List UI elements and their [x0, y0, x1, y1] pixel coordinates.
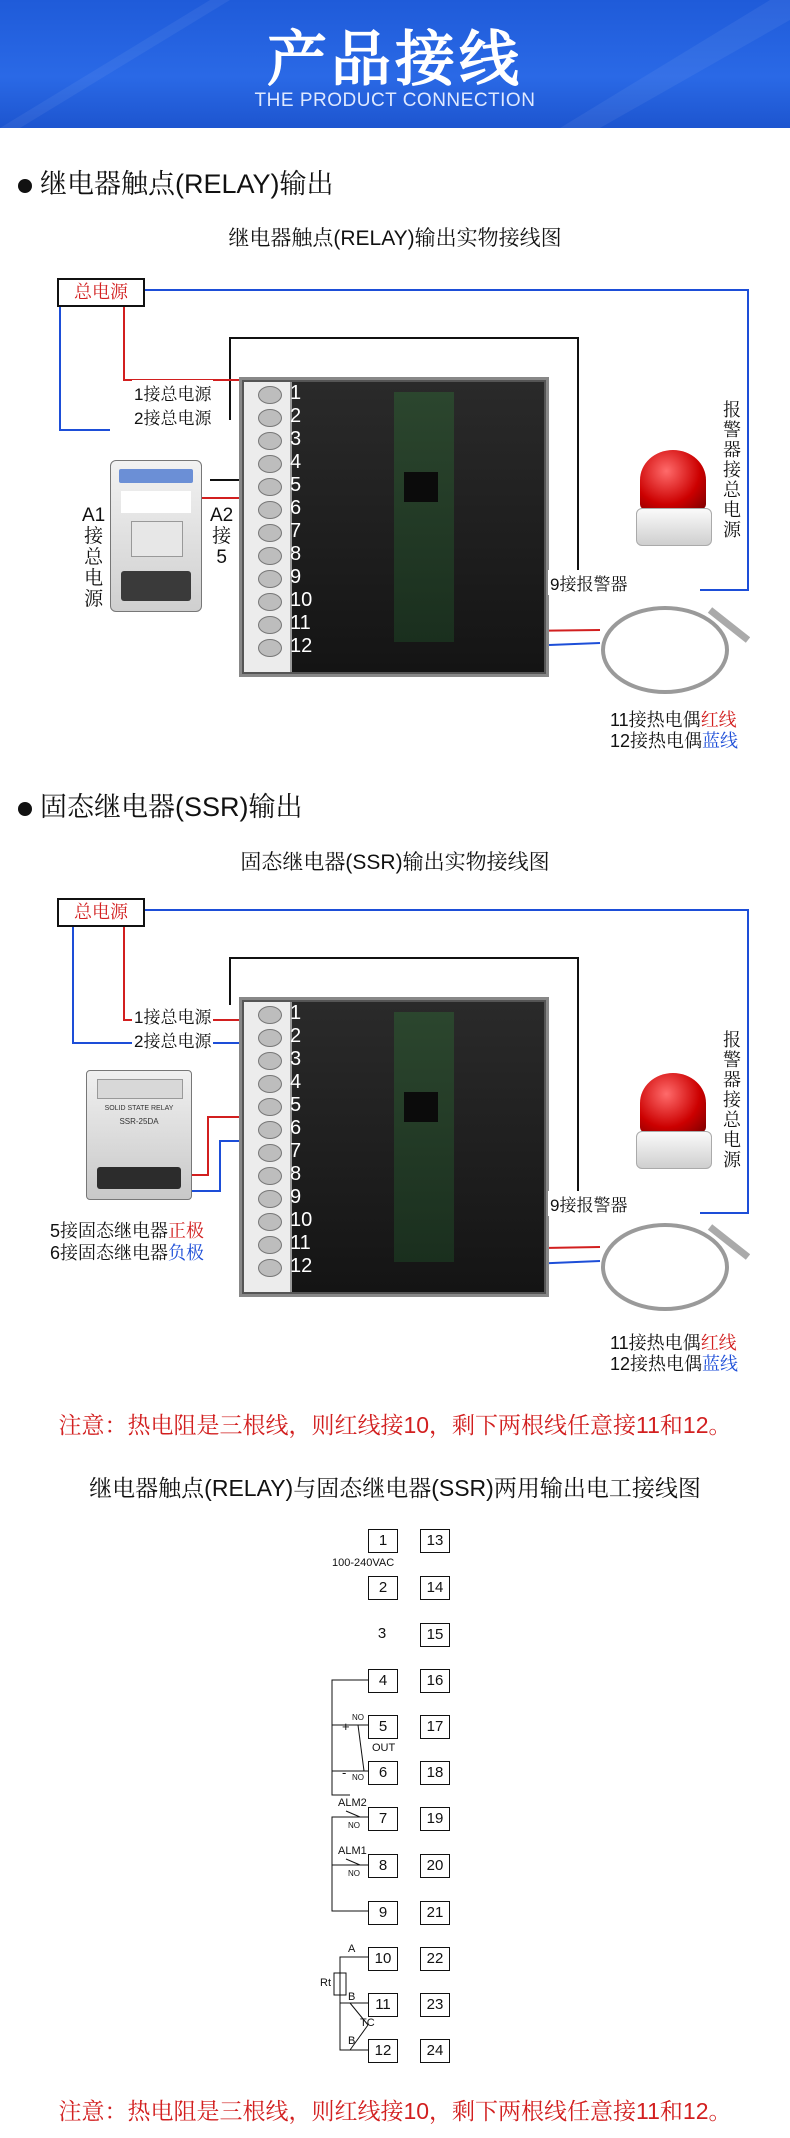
ssr-labels — [50, 1220, 204, 1264]
ssr-label-positive — [50, 1220, 204, 1242]
pin-6: 6 — [368, 1761, 398, 1785]
relay-label-strip — [119, 469, 193, 483]
terminal-screw — [258, 1006, 282, 1024]
section2-heading-text: 固态继电器(SSR)输出 — [40, 792, 303, 822]
power-source-label: 总电源 — [74, 282, 128, 302]
pin-16: 16 — [420, 1669, 450, 1693]
tc-label-red — [610, 1333, 738, 1354]
label-vertical-char: 电 — [723, 1130, 741, 1150]
tc-label-blue — [610, 1354, 738, 1375]
terminal-number: 4 — [290, 451, 302, 473]
header-banner — [0, 0, 790, 128]
pin-3: 3 — [368, 1623, 396, 1645]
page-subtitle: THE PRODUCT CONNECTION — [254, 90, 536, 111]
label-vertical-char: 接 — [723, 1090, 741, 1110]
tc-label-prefix: 11接热电偶 — [610, 710, 701, 730]
pin-9: 9 — [368, 1901, 398, 1925]
relay-terminals-bottom — [121, 571, 191, 601]
plus-sign: + — [342, 1719, 350, 1734]
pin-24: 24 — [420, 2039, 450, 2063]
pin-15: 15 — [420, 1623, 450, 1647]
pin-8: 8 — [368, 1854, 398, 1878]
label-vertical-char: 警 — [723, 1050, 741, 1070]
terminal-number: 11 — [290, 612, 311, 634]
pin-19: 19 — [420, 1807, 450, 1831]
label-vertical-char: 报 — [723, 400, 741, 420]
label-alarm-vertical — [722, 400, 742, 540]
terminal-screw — [258, 1259, 282, 1277]
terminal-screw — [258, 1075, 282, 1093]
label-a2-line: 5 — [216, 547, 227, 568]
relay-wiring-diagram — [0, 270, 790, 760]
tc-label: TC — [360, 2017, 375, 2029]
terminal-number: 2 — [290, 405, 302, 427]
terminal-screw — [258, 570, 282, 588]
ssr-label-prefix: 5接固态继电器 — [50, 1221, 169, 1241]
terminal-screw — [258, 593, 282, 611]
pin-4: 4 — [368, 1669, 398, 1693]
alarm-light-icon — [640, 450, 706, 510]
pin-21: 21 — [420, 1901, 450, 1925]
minus-sign: - — [342, 1765, 347, 1780]
ssr-caption: SOLID STATE RELAY — [104, 1105, 174, 1112]
terminal-screw — [258, 639, 282, 657]
terminal-screw — [258, 455, 282, 473]
thermocouple-labels — [610, 710, 738, 752]
out-label: OUT — [372, 1742, 396, 1754]
tc-label-blue — [610, 731, 738, 752]
pin-17: 17 — [420, 1715, 450, 1739]
alarm-light-base — [636, 508, 712, 546]
terminal-screw — [258, 1121, 282, 1139]
pin-13: 13 — [420, 1529, 450, 1553]
b-label: B — [348, 1991, 356, 2003]
terminal-screw — [258, 501, 282, 519]
warning-note-bottom: 注意：热电阻是三根线，则红线接10，剩下两根线任意接11和12。 — [58, 2098, 732, 2124]
terminal-screw — [258, 547, 282, 565]
label-a1-line: 总 — [84, 547, 104, 568]
terminal-screw — [258, 409, 282, 427]
terminal-number: 2 — [290, 1025, 302, 1047]
terminal-number: 3 — [290, 1048, 302, 1070]
bullet-icon — [18, 179, 32, 193]
label-terminal-2: 2接总电源 — [132, 404, 213, 429]
label-vertical-char: 器 — [723, 440, 741, 460]
controller-chip — [404, 1092, 438, 1122]
tc-label-red — [610, 710, 738, 731]
thermocouple-labels — [610, 1333, 738, 1375]
label-vertical-char: 总 — [723, 480, 741, 500]
terminal-screw — [258, 432, 282, 450]
pin-7: 7 — [368, 1807, 398, 1831]
section1-heading — [18, 162, 334, 201]
terminal-number: 8 — [290, 1163, 302, 1185]
solid-state-relay — [86, 1070, 192, 1200]
schematic-diagram — [320, 1525, 480, 2085]
label-a1-line: 接 — [84, 526, 104, 547]
controller-unit — [242, 1000, 546, 1294]
label-a2-line: 接 — [212, 526, 232, 547]
power-source-label: 总电源 — [74, 902, 128, 922]
ssr-top-terminals — [97, 1079, 183, 1099]
pin-12: 12 — [368, 2039, 398, 2063]
controller-pcb — [394, 1012, 454, 1262]
pin-23: 23 — [420, 1993, 450, 2017]
label-a1-line: A1 — [82, 505, 106, 526]
terminal-number: 7 — [290, 1140, 302, 1162]
label-alarm: 9接报警器 — [548, 570, 629, 595]
terminal-number: 12 — [290, 1255, 313, 1277]
pin-1: 1 — [368, 1529, 398, 1553]
label-terminal-1: 1接总电源 — [132, 1003, 213, 1028]
label-alarm-vertical — [722, 1030, 742, 1170]
tc-label-color: 蓝线 — [702, 1354, 739, 1374]
terminal-number: 5 — [290, 474, 302, 496]
contactor-relay — [110, 460, 202, 612]
alarm-light-base — [636, 1131, 712, 1169]
label-a1-line: 电 — [84, 568, 104, 589]
terminal-screw — [258, 1167, 282, 1185]
label-a2 — [210, 505, 233, 568]
no-label: NO — [348, 1869, 360, 1878]
relay-terminals-top — [121, 491, 191, 513]
terminal-number: 12 — [290, 635, 313, 657]
bullet-icon — [18, 802, 32, 816]
ssr-label-negative — [50, 1242, 204, 1264]
no-label: NO — [352, 1773, 364, 1782]
controller-pcb — [394, 392, 454, 642]
terminal-screw — [258, 1190, 282, 1208]
ssr-label-prefix: 6接固态继电器 — [50, 1243, 169, 1263]
no-label: NO — [348, 1821, 360, 1830]
warning-note: 注意：热电阻是三根线，则红线接10，剩下两根线任意接11和12。 — [58, 1412, 732, 1438]
no-label: NO — [352, 1713, 364, 1722]
label-terminal-1: 1接总电源 — [132, 380, 213, 405]
terminal-number: 9 — [290, 566, 302, 588]
label-a2-line: A2 — [210, 505, 234, 526]
section3-title: 继电器触点(RELAY)与固态继电器(SSR)两用输出电工接线图 — [89, 1475, 701, 1501]
pin-10: 10 — [368, 1947, 398, 1971]
tc-label-color: 红线 — [700, 1333, 737, 1353]
terminal-number: 7 — [290, 520, 302, 542]
tc-label-color: 蓝线 — [702, 731, 739, 751]
label-a1 — [82, 505, 105, 610]
ssr-model: SSR-25DA — [119, 1117, 159, 1126]
section1-heading-text: 继电器触点(RELAY)输出 — [40, 169, 334, 199]
terminal-screw — [258, 616, 282, 634]
a-label: A — [348, 1943, 356, 1955]
terminal-screw — [258, 1144, 282, 1162]
label-alarm: 9接报警器 — [548, 1191, 629, 1216]
label-vertical-char: 报 — [723, 1030, 741, 1050]
terminal-number: 8 — [290, 543, 302, 565]
pin-20: 20 — [420, 1854, 450, 1878]
tc-label-prefix: 12接热电偶 — [610, 1354, 703, 1374]
tc-label-prefix: 12接热电偶 — [610, 731, 703, 751]
alm2-label: ALM2 — [338, 1797, 367, 1809]
label-vertical-char: 器 — [723, 1070, 741, 1090]
terminal-number: 6 — [290, 497, 302, 519]
controller-chip — [404, 472, 438, 502]
pin-14: 14 — [420, 1576, 450, 1600]
label-vertical-char: 电 — [723, 500, 741, 520]
terminal-number: 1 — [290, 1002, 302, 1024]
terminal-number: 5 — [290, 1094, 302, 1116]
relay-window — [131, 521, 183, 557]
ssr-label-suffix: 负极 — [168, 1243, 205, 1263]
pin-22: 22 — [420, 1947, 450, 1971]
label-vertical-char: 源 — [723, 520, 741, 540]
pin-18: 18 — [420, 1761, 450, 1785]
b-label: B — [348, 2035, 356, 2047]
label-vertical-char: 源 — [723, 1150, 741, 1170]
terminal-screw — [258, 478, 282, 496]
pin-11: 11 — [368, 1993, 398, 2017]
alm1-label: ALM1 — [338, 1845, 367, 1857]
power-source-box — [57, 898, 145, 927]
terminal-screw — [258, 524, 282, 542]
rt-label: Rt — [320, 1977, 331, 1989]
label-vertical-char: 接 — [723, 460, 741, 480]
ssr-bottom-terminals — [97, 1167, 181, 1189]
terminal-screw — [258, 1029, 282, 1047]
terminal-number: 10 — [290, 1209, 313, 1231]
terminal-number: 1 — [290, 382, 302, 404]
terminal-number: 4 — [290, 1071, 302, 1093]
thermocouple-icon — [590, 1207, 750, 1317]
terminal-screw — [258, 1052, 282, 1070]
terminal-number: 9 — [290, 1186, 302, 1208]
terminal-number: 11 — [290, 1232, 311, 1254]
page-title: 产品接线 — [267, 25, 523, 95]
tc-label-prefix: 11接热电偶 — [610, 1333, 701, 1353]
label-vertical-char: 警 — [723, 420, 741, 440]
section2-heading — [18, 785, 303, 824]
terminal-screw — [258, 386, 282, 404]
terminal-number: 10 — [290, 589, 313, 611]
terminal-number: 3 — [290, 428, 302, 450]
thermocouple-icon — [590, 590, 750, 700]
ssr-wiring-diagram — [0, 895, 790, 1385]
alarm-light-icon — [640, 1073, 706, 1133]
ssr-label-suffix: 正极 — [168, 1221, 205, 1241]
tc-label-color: 红线 — [700, 710, 737, 730]
pin-2: 2 — [368, 1576, 398, 1600]
terminal-screw — [258, 1236, 282, 1254]
controller-unit — [242, 380, 546, 674]
power-source-box — [57, 278, 145, 307]
pin-5: 5 — [368, 1715, 398, 1739]
terminal-screw — [258, 1213, 282, 1231]
terminal-number: 6 — [290, 1117, 302, 1139]
label-vertical-char: 总 — [723, 1110, 741, 1130]
section1-diagram-title: 继电器触点(RELAY)输出实物接线图 — [228, 227, 562, 250]
label-a1-line: 源 — [84, 589, 104, 610]
section2-diagram-title: 固态继电器(SSR)输出实物接线图 — [240, 851, 550, 874]
terminal-screw — [258, 1098, 282, 1116]
label-terminal-2: 2接总电源 — [132, 1027, 213, 1052]
power-spec: 100-240VAC — [332, 1557, 395, 1569]
